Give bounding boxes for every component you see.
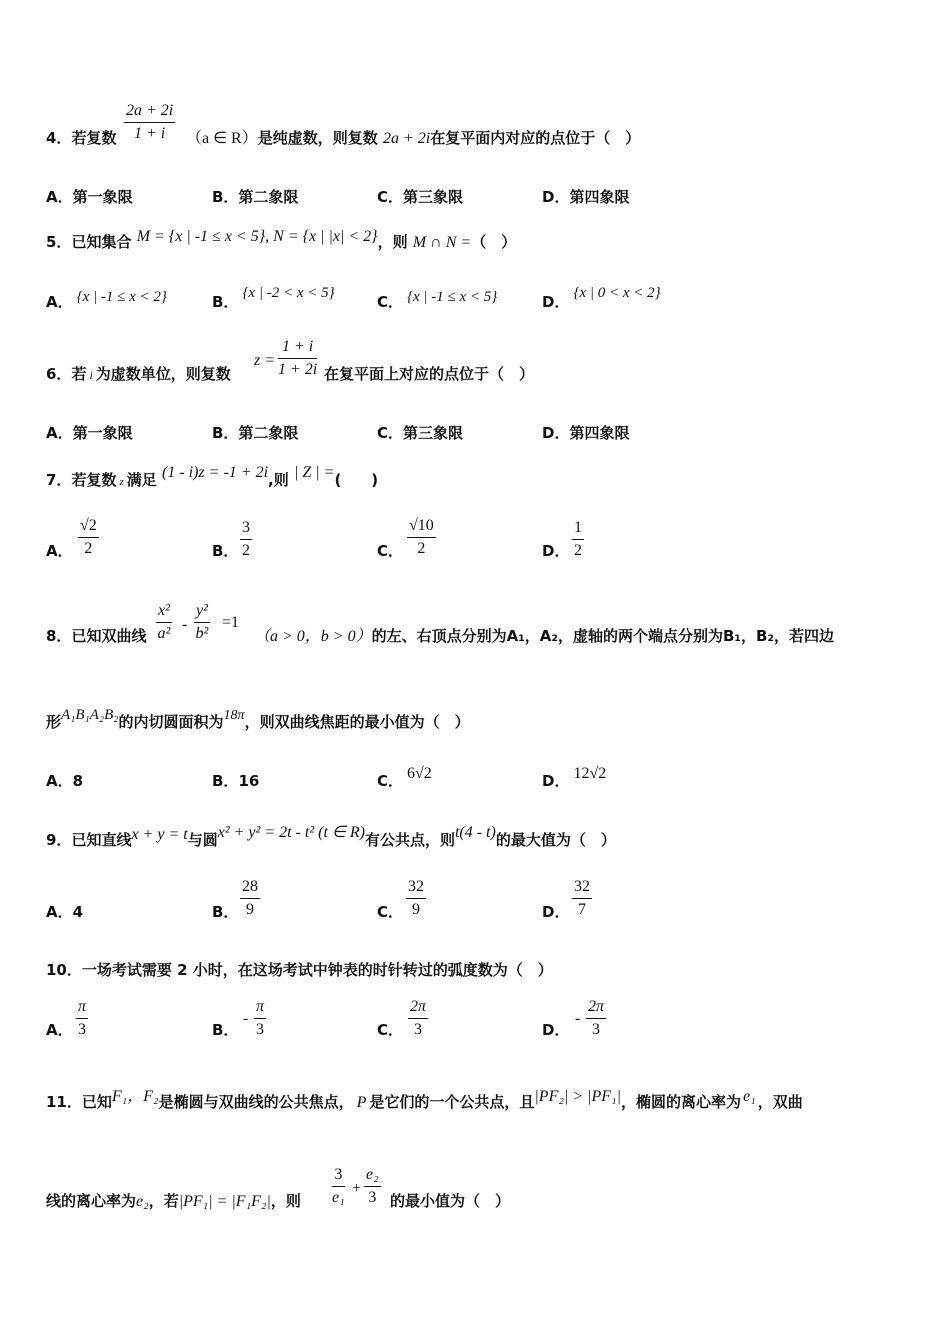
math-var: P	[356, 1094, 367, 1111]
fraction-denominator: 9	[246, 901, 254, 918]
question-6	[46, 364, 231, 385]
math-expr: 2a + 2i	[382, 130, 431, 147]
option-c-fraction[interactable]	[407, 517, 436, 558]
math-expr: F₁，F₂	[111, 1088, 159, 1105]
math-expr: | Z | =	[293, 464, 335, 481]
question-text: 在复平面上对应的点位于（ ）	[324, 365, 535, 383]
fraction-denominator: 9	[412, 901, 420, 918]
option-c[interactable]: C．第三象限	[377, 188, 464, 206]
plus-sign: +	[352, 1180, 362, 1197]
option-b-fraction[interactable]	[240, 519, 252, 560]
option-d-fraction[interactable]	[586, 998, 606, 1039]
question-text: 已知集合	[71, 233, 132, 251]
question-8	[46, 626, 146, 646]
fraction-denominator: 2	[242, 542, 250, 559]
question-number: 8．	[46, 627, 72, 645]
question-8-line2	[46, 707, 470, 734]
option-letter: D．	[542, 772, 570, 790]
option-c-label[interactable]: C．	[377, 1021, 404, 1039]
question-9	[46, 824, 616, 851]
option-b-label[interactable]: B．	[212, 903, 239, 921]
option-letter: B．	[212, 293, 239, 311]
fraction-denominator: a²	[157, 625, 171, 642]
question-4-rest	[186, 128, 640, 149]
question-number: 9．	[46, 831, 72, 849]
math-expr: t(4 - t)	[454, 824, 496, 841]
option-value: {x | -2 < x < 5}	[242, 285, 335, 301]
fraction-numerator: √10	[407, 517, 436, 538]
math-expr: |PF₂| > |PF₁|	[534, 1088, 621, 1105]
math-expr: =1	[222, 614, 240, 631]
question-11-line2-rest	[390, 1191, 510, 1211]
math-expr: M ∩ N =	[412, 234, 472, 251]
question-text: ，椭圆的离心率为	[621, 1093, 742, 1111]
option-a[interactable]	[46, 771, 83, 791]
math-expr: A₁B₁A₂B₂	[61, 707, 119, 723]
question-number: 5．	[46, 233, 72, 251]
fraction-denominator: e₁	[332, 1189, 345, 1206]
question-text: ，则双曲线焦距的最小值为（ ）	[244, 713, 470, 731]
math-var: e₂	[136, 1193, 149, 1210]
fraction-numerator: 2π	[586, 998, 606, 1019]
option-b-fraction[interactable]	[254, 998, 266, 1039]
question-text: ,则	[268, 471, 289, 489]
fraction-denominator: 2	[84, 540, 93, 557]
question-number: 6．	[46, 365, 72, 383]
option-d-fraction[interactable]	[572, 878, 592, 919]
option-d-label[interactable]: D．	[542, 903, 570, 921]
fraction-denominator: 3	[592, 1021, 600, 1038]
option-c-fraction[interactable]	[406, 878, 426, 919]
fraction-numerator: 28	[240, 878, 260, 899]
fraction-denominator: b²	[195, 625, 209, 642]
option-value: 6√2	[407, 765, 432, 782]
math-expr: 18π	[223, 708, 245, 723]
option-b[interactable]	[212, 285, 335, 313]
fraction-denominator: 3	[256, 1021, 264, 1038]
option-a-fraction[interactable]	[76, 998, 88, 1039]
question-text: 的最大值为（ ）	[495, 831, 616, 849]
fraction-numerator: 32	[572, 878, 592, 899]
option-letter: C．	[377, 772, 404, 790]
option-a[interactable]: A．第一象限	[46, 188, 133, 206]
fraction	[156, 602, 172, 643]
fraction-numerator: 1 + i	[278, 338, 317, 359]
option-c-label[interactable]: C．	[377, 903, 404, 921]
question-number: 10．	[46, 961, 82, 979]
math-expr: M = {x | -1 ≤ x < 5}, N = {x | |x| < 2}	[136, 228, 378, 245]
fraction	[332, 1166, 345, 1207]
fraction-numerator: 2a + 2i	[124, 102, 175, 123]
fraction-denominator: 3	[78, 1021, 86, 1038]
question-text: 一场考试需要 2 小时，在这场考试中钟表的时针转过的弧度数为（ ）	[81, 961, 553, 979]
question-text: 已知双曲线	[71, 627, 147, 645]
minus-sign: -	[575, 1010, 581, 1027]
fraction-denominator: 1 + 2i	[278, 361, 318, 378]
option-a-label[interactable]: A．	[46, 542, 73, 560]
option-value: 4	[72, 903, 84, 921]
fraction-denominator: 7	[578, 901, 586, 918]
question-text: 的左、右顶点分别为A₁，A₂，虚轴的两个端点分别为B₁，B₂，若四边	[371, 627, 834, 645]
question-text: 是纯虚数，则复数	[257, 129, 378, 147]
question-text: 若复数	[71, 129, 117, 147]
fraction-numerator: π	[76, 998, 88, 1019]
option-b-fraction[interactable]	[240, 878, 260, 919]
condition: （a > 0，b > 0）	[254, 628, 372, 645]
question-text: （ ）	[471, 233, 517, 251]
math-expr: z =	[254, 352, 276, 369]
option-d[interactable]: D．第四象限	[542, 424, 630, 442]
question-text: 若复数	[71, 471, 117, 489]
fraction	[278, 338, 317, 379]
fraction-numerator: 1	[572, 519, 584, 540]
option-c[interactable]	[377, 289, 498, 313]
option-d[interactable]: D．第四象限	[542, 188, 630, 206]
question-4	[46, 128, 116, 148]
question-text: 满足	[126, 471, 157, 489]
fraction	[364, 1166, 381, 1207]
option-a-fraction[interactable]	[78, 517, 99, 558]
question-8-rest	[254, 626, 834, 647]
condition: （a ∈ R）	[186, 130, 258, 147]
option-c-fraction[interactable]	[408, 998, 428, 1039]
option-d-label[interactable]: D．	[542, 1021, 570, 1039]
math-expr: |PF₁| = |F₁F₂|	[178, 1193, 271, 1210]
option-b[interactable]	[212, 771, 259, 791]
option-letter: A．	[46, 772, 73, 790]
option-d-label[interactable]: D．	[542, 542, 570, 560]
option-c[interactable]: C．第三象限	[377, 424, 464, 442]
option-letter: D．	[542, 293, 570, 311]
fraction-numerator: 3	[332, 1166, 345, 1187]
question-text: 在复平面内对应的点位于（ ）	[430, 129, 641, 147]
option-b[interactable]: B．第二象限	[212, 188, 299, 206]
question-text: 若	[71, 365, 87, 383]
option-c[interactable]	[377, 765, 432, 792]
minus-sign: -	[243, 1010, 249, 1027]
option-value: {x | 0 < x < 2}	[573, 285, 661, 301]
question-5	[46, 228, 517, 253]
question-text: ( )	[334, 471, 379, 489]
fraction-numerator: 3	[240, 519, 252, 540]
option-a[interactable]: A．第一象限	[46, 424, 133, 442]
fraction-denominator: 1 + i	[134, 125, 166, 142]
option-b-label[interactable]: B．	[212, 542, 239, 560]
math-expr: x² + y² = 2t - t² (t ∈ R)	[217, 824, 365, 841]
question-text: 线的离心率为	[46, 1192, 137, 1210]
minus-sign: -	[182, 616, 188, 633]
question-text: ，则	[270, 1192, 301, 1210]
fraction-numerator: π	[254, 998, 266, 1019]
fraction	[124, 102, 175, 143]
option-value: 16	[238, 772, 260, 790]
question-text: ，则	[377, 233, 408, 251]
question-11-line2	[46, 1191, 301, 1212]
question-text: 与圆	[187, 831, 218, 849]
question-11	[46, 1088, 803, 1113]
option-value: {x | -1 ≤ x < 2}	[76, 289, 167, 305]
option-d-fraction[interactable]	[572, 519, 584, 560]
option-a[interactable]	[46, 902, 83, 922]
question-text: 的最小值为（ ）	[390, 1192, 511, 1210]
option-letter: A．	[46, 293, 73, 311]
math-expr: x + y = t	[131, 826, 188, 843]
option-letter: B．	[212, 772, 239, 790]
question-number: 4．	[46, 129, 72, 147]
fraction	[194, 602, 210, 643]
question-6-rest	[324, 364, 534, 384]
option-value: {x | -1 ≤ x < 5}	[407, 289, 498, 305]
fraction-denominator: 2	[417, 540, 426, 557]
option-letter: C．	[377, 293, 404, 311]
option-c-label[interactable]: C．	[377, 542, 404, 560]
math-var: i	[89, 368, 93, 382]
question-7	[46, 464, 379, 492]
option-b-label[interactable]: B．	[212, 1021, 239, 1039]
question-text: 已知直线	[71, 831, 132, 849]
option-letter: A．	[46, 903, 73, 921]
option-a[interactable]	[46, 289, 167, 313]
question-text: 形	[46, 713, 62, 731]
question-text: 是椭圆与双曲线的公共焦点，	[158, 1093, 354, 1111]
fraction-denominator: 3	[414, 1021, 422, 1038]
option-a-label[interactable]: A．	[46, 1021, 73, 1039]
question-text: 有公共点，则	[364, 831, 455, 849]
fraction-numerator: x²	[156, 602, 172, 623]
option-d[interactable]	[542, 765, 607, 792]
fraction-denominator: 3	[368, 1189, 377, 1206]
question-text: ，若	[148, 1192, 179, 1210]
math-var: e₁	[743, 1088, 756, 1105]
math-expr: (1 - i)z = -1 + 2i	[161, 464, 269, 481]
option-value: 8	[72, 772, 84, 790]
question-number: 11．	[46, 1093, 82, 1111]
fraction-denominator: 2	[574, 542, 582, 559]
option-d[interactable]	[542, 285, 661, 313]
question-10	[46, 960, 553, 980]
fraction-numerator: 2π	[408, 998, 428, 1019]
question-number: 7．	[46, 471, 72, 489]
question-text: 已知	[81, 1093, 112, 1111]
option-value: 12√2	[573, 765, 607, 782]
question-text: 是它们的一个公共点，且	[369, 1093, 535, 1111]
fraction-numerator: y²	[194, 602, 210, 623]
question-text: 为虚数单位，则复数	[95, 365, 231, 383]
fraction-numerator: √2	[78, 517, 99, 538]
fraction-numerator: 32	[406, 878, 426, 899]
question-text: ，双曲	[757, 1093, 803, 1111]
fraction-numerator: e₂	[364, 1166, 381, 1187]
question-text: 的内切圆面积为	[118, 713, 224, 731]
math-var: z	[119, 476, 124, 488]
option-b[interactable]: B．第二象限	[212, 424, 299, 442]
